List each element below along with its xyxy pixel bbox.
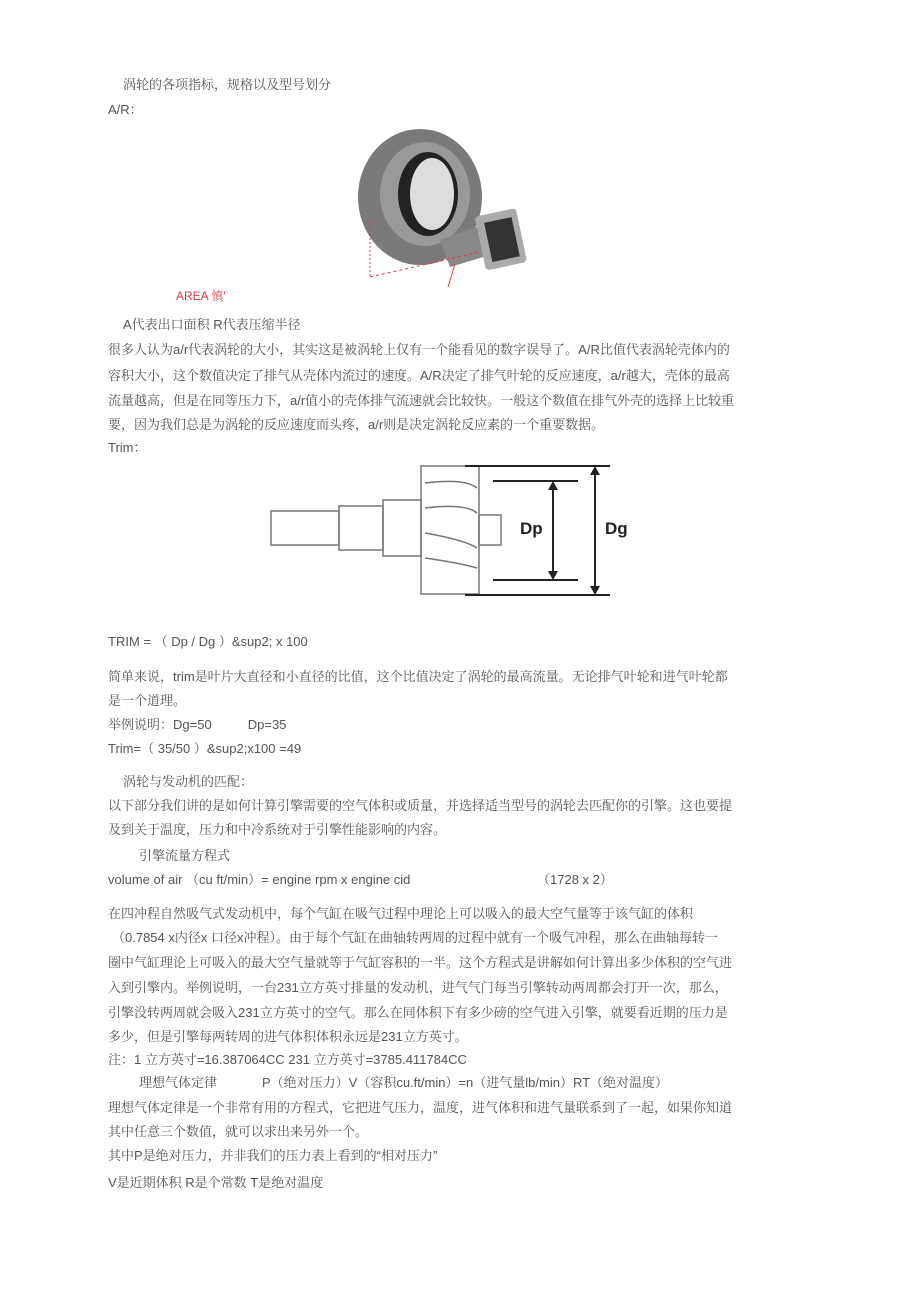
- flow-para-line: 多少，但是引擎每两转周的进气体积体积永远是231立方英寸。: [108, 1029, 468, 1044]
- vrt-definition: V是近期体积 R是个常数 T是绝对温度: [108, 1175, 324, 1190]
- ar-definition: A代表出口面积 R代表压缩半径: [123, 317, 301, 332]
- conversion-note: 注：1 立方英寸=16.387064CC 231 立方英寸=3785.411784CC: [108, 1052, 467, 1067]
- trim-label: Trim：: [108, 440, 147, 455]
- ar-para-line: 流量越高，但是在同等压力下，a/r值小的壳体排气流速就会比较快。一般这个数值在排气外壳的选择上比较重: [108, 393, 735, 408]
- trim-example-calc: Trim=（ 35/50 ）&sup2;x100 =49: [108, 741, 302, 756]
- trim-formula: TRIM = （ Dp / Dg ）&sup2; x 100: [108, 634, 308, 649]
- p-definition: 其中P是绝对压力，并非我们的压力表上看到的“相对压力”: [108, 1148, 438, 1163]
- turbine-housing-image: [340, 122, 540, 287]
- match-para-line: 及到关于温度，压力和中冷系统对于引擎性能影响的内容。: [108, 822, 447, 837]
- area-label: AREA 慎': [176, 289, 226, 303]
- gas-law-heading: 理想气体定律: [139, 1075, 218, 1090]
- trim-example: 举例说明：Dg=50 Dp=35: [108, 717, 287, 732]
- ar-para-line: 容积大小，这个数值决定了排气从壳体内流过的速度。A/R决定了排气叶轮的反应速度，a/r越大，壳体的最高: [108, 368, 730, 383]
- flow-heading: 引擎流量方程式: [139, 848, 231, 863]
- flow-para-line: 引擎没转两周就会吸入231立方英寸的空气。那么在同体积下有多少磅的空气进入引擎，就要看近期的压力是: [108, 1005, 728, 1020]
- flow-formula: volume of air （cu ft/min）= engine rpm x engine cid: [108, 872, 411, 887]
- flow-divisor: （1728 x 2）: [537, 872, 613, 887]
- gas-law-formula: P（绝对压力）V（容积cu.ft/min）=n（进气量lb/min）RT（绝对温度）: [262, 1075, 669, 1090]
- gas-para-line: 理想气体定律是一个非常有用的方程式，它把进气压力，温度，进气体积和进气量联系到了一起，如果你知道: [108, 1100, 733, 1115]
- ar-para-line: 要，因为我们总是为涡轮的反应速度而头疼，a/r则是决定涡轮反应素的一个重要数据。: [108, 417, 605, 432]
- gas-para-line: 其中任意三个数值，就可以求出来另外一个。: [108, 1124, 369, 1139]
- trim-para-line: 简单来说，trim是叶片大直径和小直径的比值，这个比值决定了涡轮的最高流量。无论排气叶轮和进气叶轮都: [108, 669, 728, 684]
- flow-para-line: 圈中气缸理论上可吸入的最大空气量就等于气缸容积的一半。这个方程式是讲解如何计算出多少体积的空气进: [108, 955, 733, 970]
- match-para-line: 以下部分我们讲的是如何计算引擎需要的空气体积或质量，并选择适当型号的涡轮去匹配你的引擎。这也要提: [108, 798, 733, 813]
- match-heading: 涡轮与发动机的匹配：: [123, 774, 254, 789]
- turbine-wheel-diagram: [265, 458, 645, 600]
- flow-para-line: 在四冲程自然吸气式发动机中，每个气缸在吸气过程中理论上可以吸入的最大空气量等于该气缸的体积: [108, 906, 694, 921]
- doc-title: 涡轮的各项指标，规格以及型号划分: [123, 77, 332, 92]
- dp-label: Dp: [520, 519, 543, 538]
- ar-para-line: 很多人认为a/r代表涡轮的大小，其实这是被涡轮上仅有一个能看见的数字误导了。A/R比值代表涡轮壳体内的: [108, 342, 730, 357]
- flow-para-line: （0.7854 x内径x 口径x冲程）。由于每个气缸在曲轴转两周的过程中就有一个吸气冲程，那么在曲轴每转一: [112, 930, 718, 945]
- dg-label: Dg: [605, 519, 628, 538]
- flow-para-line: 入到引擎内。举例说明，一台231立方英寸排量的发动机，进气气门每当引擎转动两周都会打开一次，那么，: [108, 980, 728, 995]
- trim-para-line: 是一个道理。: [108, 693, 187, 708]
- ar-label: A/R：: [108, 102, 143, 117]
